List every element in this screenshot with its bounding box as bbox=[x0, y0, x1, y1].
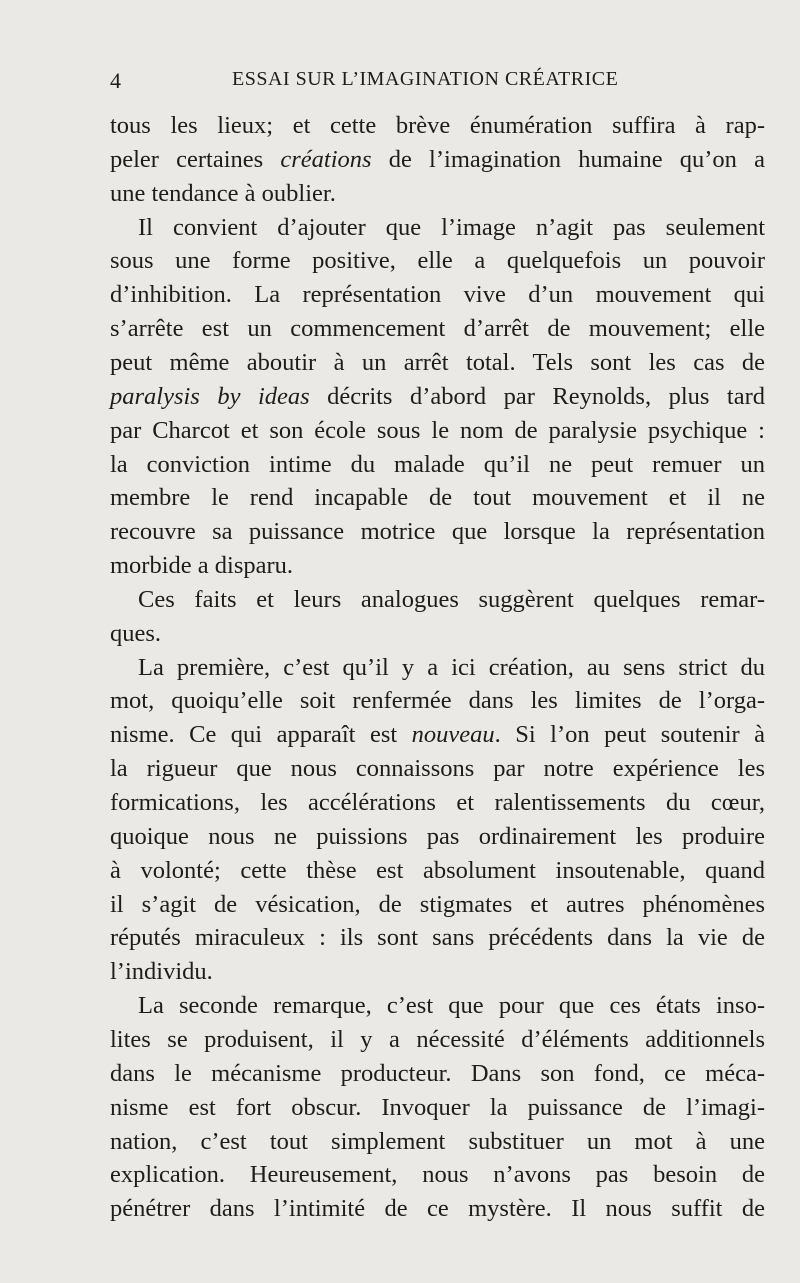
text-segment: explication. Heureusement, nous n’avons pas besoin de bbox=[110, 1161, 765, 1189]
text-segment: dans le mécanisme producteur. Dans son fond, ce méca- bbox=[110, 1059, 765, 1087]
text-line bbox=[110, 177, 765, 211]
text-segment: La première, c’est qu’il y a ici création, au sens strict du bbox=[138, 653, 765, 681]
text-line bbox=[110, 244, 765, 278]
text-segment: nisme est fort obscur. Invoquer la puissance de l’imagi- bbox=[110, 1093, 765, 1121]
page-number: 4 bbox=[110, 68, 122, 93]
text-segment: membre le rend incapable de tout mouvement et il ne bbox=[110, 484, 765, 512]
text-line bbox=[110, 1192, 765, 1226]
text-line bbox=[110, 684, 765, 718]
text-line bbox=[110, 617, 765, 651]
text-segment: réputés miraculeux : ils sont sans précédents dans la vie de bbox=[110, 924, 765, 952]
text-segment: formications, les accélérations et ralentissements du cœur, bbox=[110, 789, 765, 816]
text-segment: par Charcot et son école sous le nom de paralysie psychique : bbox=[110, 416, 765, 444]
italic-text: créations bbox=[280, 145, 372, 173]
running-title: ESSAI SUR L’IMAGINATION CRÉATRICE bbox=[232, 68, 619, 90]
text-line bbox=[110, 414, 765, 448]
text-line bbox=[110, 888, 765, 922]
text-segment: à volonté; cette thèse est absolument insoutenable, quand bbox=[110, 856, 765, 884]
text-line bbox=[110, 955, 765, 989]
text-segment: quoique nous ne puissions pas ordinairement les produire bbox=[110, 822, 765, 850]
text-line bbox=[110, 481, 765, 515]
text-line bbox=[110, 515, 765, 549]
text-line bbox=[110, 820, 765, 854]
text-segment: la rigueur que nous connaissons par notre expérience les bbox=[110, 755, 765, 783]
text-line bbox=[110, 109, 765, 143]
text-line bbox=[110, 1057, 765, 1091]
text-line bbox=[110, 549, 765, 583]
text-line bbox=[110, 278, 765, 312]
text-line bbox=[110, 786, 765, 820]
text-line bbox=[110, 380, 765, 414]
text-segment: nisme. Ce qui apparaît est bbox=[110, 721, 412, 749]
text-line bbox=[110, 718, 765, 752]
text-segment: Il convient d’ajouter que l’image n’agit pas seulement bbox=[138, 213, 765, 241]
text-line bbox=[110, 346, 765, 380]
text-line bbox=[138, 211, 765, 245]
italic-text: paralysis by ideas bbox=[110, 382, 310, 410]
text-segment: pénétrer dans l’intimité de ce mystère. Il nous suffit de bbox=[110, 1195, 765, 1223]
text-segment: Ces faits et leurs analogues suggèrent quelques remar- bbox=[138, 585, 765, 613]
text-line bbox=[138, 989, 765, 1023]
text-segment: ques. bbox=[110, 619, 162, 647]
italic-text: nouveau bbox=[411, 721, 495, 749]
text-line bbox=[110, 1158, 765, 1192]
text-line bbox=[110, 312, 765, 346]
text-line bbox=[110, 752, 765, 786]
text-line bbox=[110, 1125, 765, 1159]
page-header bbox=[110, 62, 690, 98]
text-segment: décrits d’abord par Reynolds, plus tard bbox=[309, 382, 765, 410]
text-segment: morbide a disparu. bbox=[110, 552, 294, 580]
text-line bbox=[110, 1023, 765, 1057]
text-segment: sous une forme positive, elle a quelquefois un pouvoir bbox=[110, 247, 765, 275]
text-segment: s’arrête est un commencement d’arrêt de mouvement; elle bbox=[110, 315, 765, 343]
text-segment: recouvre sa puissance motrice que lorsque la représentation bbox=[110, 518, 765, 546]
text-segment: l’individu. bbox=[110, 958, 213, 986]
text-segment: de l’imagination humaine qu’on a bbox=[371, 145, 765, 173]
text-line bbox=[110, 854, 765, 888]
text-line bbox=[110, 143, 765, 177]
text-line bbox=[138, 583, 765, 617]
text-segment: tous les lieux; et cette brève énumération suffira à rap- bbox=[110, 112, 765, 139]
text-segment: mot, quoiqu’elle soit renfermée dans les limites de l’orga- bbox=[110, 687, 765, 715]
text-line bbox=[110, 921, 765, 955]
text-segment: d’inhibition. La représentation vive d’un mouvement qui bbox=[110, 281, 765, 309]
text-segment: la conviction intime du malade qu’il ne peut remuer un bbox=[110, 450, 765, 478]
text-line bbox=[110, 1091, 765, 1125]
text-segment: peler certaines bbox=[110, 145, 281, 173]
text-segment: une tendance à oublier. bbox=[110, 179, 336, 207]
text-segment: La seconde remarque, c’est que pour que ces états inso- bbox=[138, 992, 765, 1020]
text-segment: lites se produisent, il y a nécessité d’éléments additionnels bbox=[110, 1025, 765, 1053]
text-segment: il s’agit de vésication, de stigmates et autres phénomènes bbox=[110, 890, 765, 918]
text-segment: peut même aboutir à un arrêt total. Tels sont les cas de bbox=[110, 348, 765, 376]
text-segment: nation, c’est tout simplement substituer un mot à une bbox=[110, 1127, 765, 1155]
text-segment: . Si l’on peut soutenir à bbox=[494, 721, 766, 749]
text-line bbox=[138, 651, 765, 685]
text-line bbox=[110, 448, 765, 482]
